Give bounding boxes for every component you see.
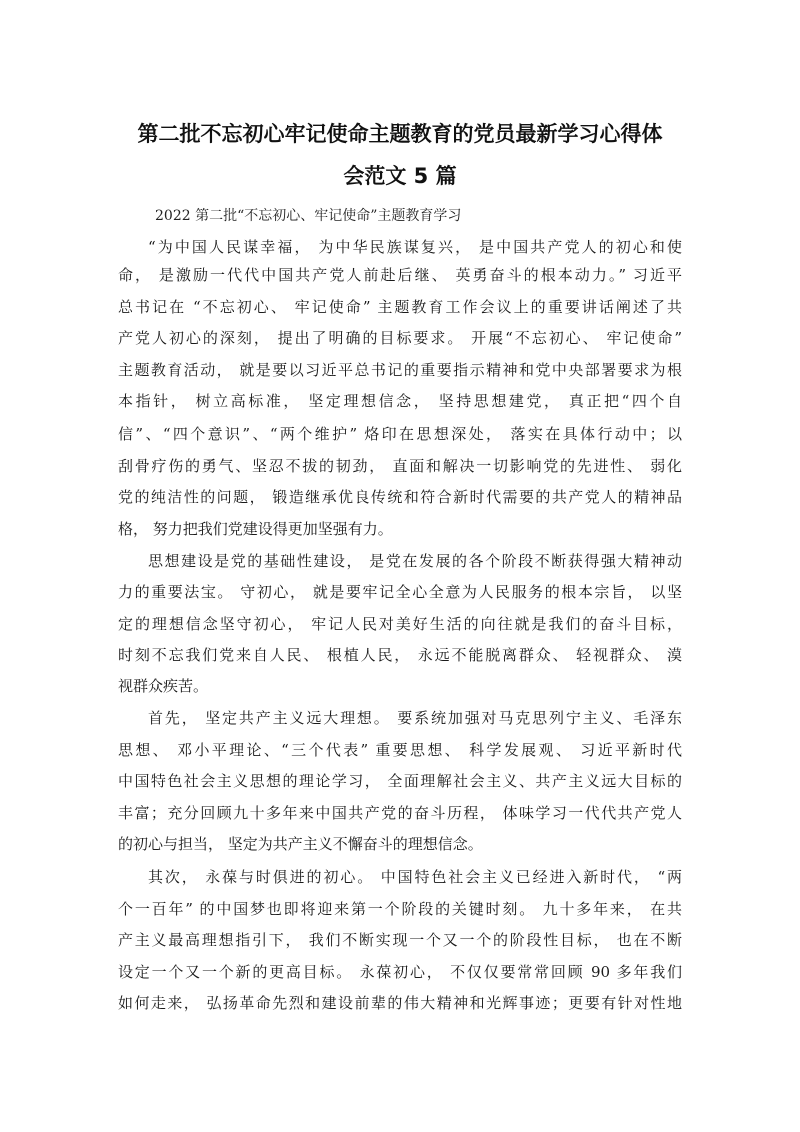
paragraph-line: 中国特色社会主义思想的理论学习， 全面理解社会主义、共产主义远大目标的 [118,772,682,790]
paragraph-line: 如何走来， 弘扬革命先烈和建设前辈的伟大精神和光辉事迹；更要有针对性地 [118,994,682,1012]
paragraph-line: 总书记在 “不忘初心、 牢记使命” 主题教育工作会议上的重要讲话阐述了共 [118,298,682,316]
paragraph-line: 格， 努力把我们党建设得更加坚强有力。 [118,520,393,538]
paragraph-line: 的初心与担当， 坚定为共产主义不懈奋斗的理想信念。 [118,835,483,853]
paragraph-line: 命， 是激励一代代中国共产党人前赴后继、 英勇奋斗的根本动力。” 习近平 [118,266,682,284]
paragraph-line: 党的纯洁性的问题， 锻造继承优良传统和符合新时代需要的共产党人的精神品 [118,488,682,506]
document-subtitle: 2022 第二批“不忘初心、牢记使命”主题教育学习 [155,208,462,224]
document-title-line-1: 第二批不忘初心牢记使命主题教育的党员最新学习心得体 [137,122,663,146]
paragraph-line: 力的重要法宝。 守初心， 就是要牢记全心全意为人民服务的根本宗旨， 以坚 [118,583,682,601]
paragraph-line: 信”、“四个意识”、“两个维护” 烙印在思想深处， 落实在具体行动中；以 [118,425,682,443]
paragraph-line: 思想、 邓小平理论、“三个代表” 重要思想、 科学发展观、 习近平新时代 [118,741,682,759]
document-title-line-2: 会范文 5 篇 [343,164,457,188]
paragraph-line: 定的理想信念坚守初心， 牢记人民对美好生活的向往就是我们的奋斗目标， [118,615,682,633]
paragraph-line: 丰富；充分回顾九十多年来中国共产党的奋斗历程， 体味学习一代代共产党人 [118,804,682,822]
paragraph-line: 首先， 坚定共产主义远大理想。 要系统加强对马克思列宁主义、毛泽东 [148,709,682,727]
paragraph-line: 刮骨疗伤的勇气、坚忍不拔的韧劲， 直面和解决一切影响党的先进性、 弱化 [118,457,682,475]
paragraph-line: 本指针， 树立高标准， 坚定理想信念， 坚持思想建党， 真正把“四个自 [118,392,682,410]
paragraph-line: 主题教育活动， 就是要以习近平总书记的重要指示精神和党中央部署要求为根 [118,361,682,379]
paragraph-line: 设定一个又一个新的更高目标。 永葆初心， 不仅仅要常常回顾 90 多年我们 [118,963,682,981]
paragraph-line: 产主义最高理想指引下， 我们不断实现一个又一个的阶段性目标， 也在不断 [118,931,682,949]
paragraph-line: 其次， 永葆与时俱进的初心。 中国特色社会主义已经进入新时代， “两 [148,868,682,886]
paragraph-line: 视群众疾苦。 [118,677,209,695]
paragraph-line: 产党人初心的深刻， 提出了明确的目标要求。 开展“不忘初心、 牢记使命” [118,329,682,347]
paragraph-line: 个一百年” 的中国梦也即将迎来第一个阶段的关键时刻。 九十多年来， 在共 [118,900,682,918]
paragraph-line: 时刻不忘我们党来自人民、 根植人民， 永远不能脱离群众、 轻视群众、 漠 [118,646,682,664]
paragraph-line: 思想建设是党的基础性建设， 是党在发展的各个阶段不断获得强大精神动 [148,552,682,570]
paragraph-line: “为中国人民谋幸福， 为中华民族谋复兴， 是中国共产党人的初心和使 [148,238,682,256]
